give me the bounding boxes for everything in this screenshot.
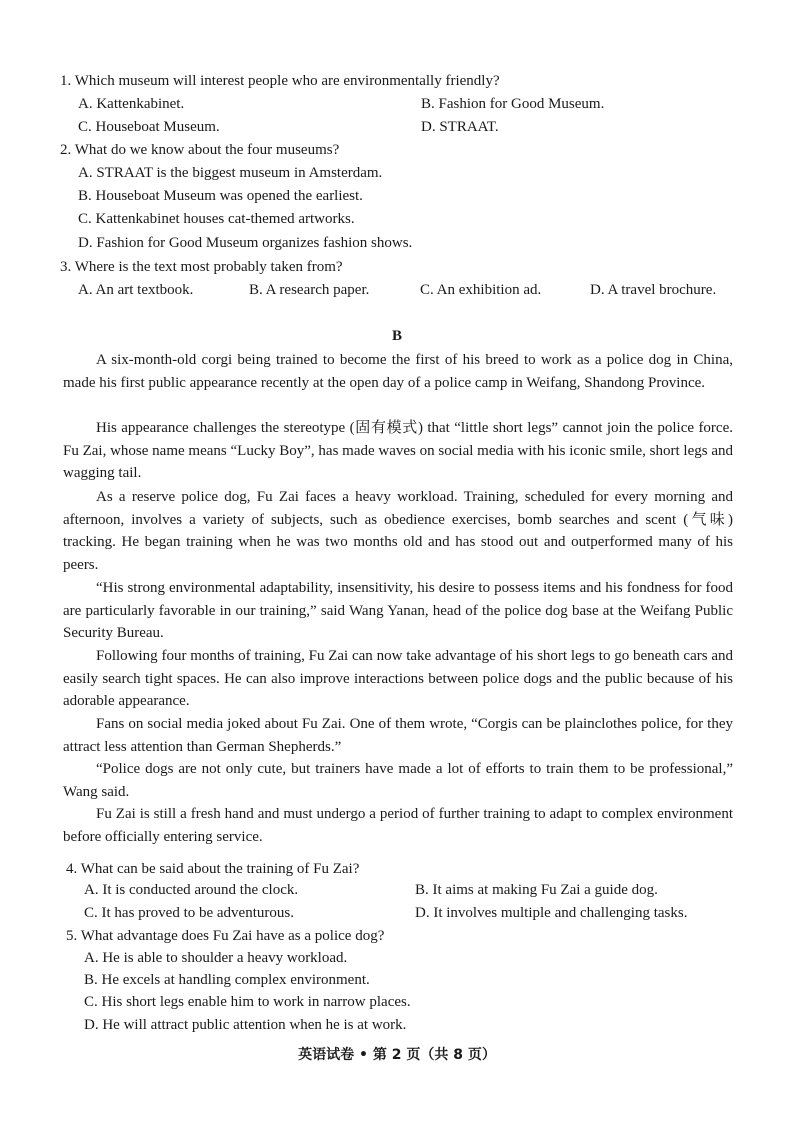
passage-paragraph-3: As a reserve police dog, Fu Zai faces a heavy workload. Training, scheduled for every morning and afternoon, involves a variety of subjects, such as obedience exercises, bomb searches and scent (气味) tracking. He began training when he was two months old and has stood out and outperformed many of his peers. [63, 489, 733, 574]
question-1-stem: 1. Which museum will interest people who are environmentally friendly? [60, 73, 500, 89]
question-3-option-a: A. An art textbook. [78, 282, 194, 298]
question-1-option-b: B. Fashion for Good Museum. [421, 96, 605, 112]
passage-paragraph-2: His appearance challenges the stereotype (固有模式) that “little short legs” cannot join the police force. Fu Zai, whose name means “Lucky Boy”, has made waves on social media with his iconic smile, short legs and wagging tail. [63, 420, 733, 482]
question-4-option-a: A. It is conducted around the clock. [84, 882, 299, 898]
question-4-stem: 4. What can be said about the training of Fu Zai? [66, 861, 360, 877]
question-5-option-d: D. He will attract public attention when he is at work. [84, 1017, 407, 1033]
question-2-option-b: B. Houseboat Museum was opened the earliest. [78, 188, 363, 204]
question-2-stem: 2. What do we know about the four museums? [60, 142, 340, 158]
question-3-option-b: B. A research paper. [249, 282, 370, 298]
question-1-option-d: D. STRAAT. [421, 119, 499, 135]
passage-paragraph-4: “His strong environmental adaptability, insensitivity, his desire to possess items and his fondness for food are particularly favorable in our training,” said Wang Yanan, head of the police dog base at the Weifang Public Security Bureau. [63, 580, 733, 642]
passage-paragraph-7: “Police dogs are not only cute, but trainers have made a lot of efforts to train them to be professional,” Wang said. [63, 761, 733, 800]
question-4-option-b: B. It aims at making Fu Zai a guide dog. [415, 882, 658, 898]
question-4-option-d: D. It involves multiple and challenging tasks. [415, 905, 688, 921]
passage-paragraph-6: Fans on social media joked about Fu Zai. One of them wrote, “Corgis can be plainclothes police, for they attract less attention than German Shepherds.” [63, 716, 733, 755]
question-5-option-c: C. His short legs enable him to work in narrow places. [84, 994, 411, 1010]
question-1-option-c: C. Houseboat Museum. [78, 119, 220, 135]
question-5-stem: 5. What advantage does Fu Zai have as a police dog? [66, 928, 385, 944]
question-5-option-a: A. He is able to shoulder a heavy workload. [84, 950, 348, 966]
question-2-option-d: D. Fashion for Good Museum organizes fashion shows. [78, 235, 413, 251]
question-2-option-c: C. Kattenkabinet houses cat-themed artworks. [78, 211, 355, 227]
section-heading: B [391, 328, 402, 344]
question-3-option-c: C. An exhibition ad. [420, 282, 542, 298]
question-5-option-b: B. He excels at handling complex environment. [84, 972, 370, 988]
question-3-option-d: D. A travel brochure. [590, 282, 717, 298]
question-1-option-a: A. Kattenkabinet. [78, 96, 185, 112]
passage-paragraph-5: Following four months of training, Fu Zai can now take advantage of his short legs to go beneath cars and easily search tight spaces. He can also improve interactions between police dogs and the public because of his adorable appearance. [63, 648, 733, 710]
page-footer: 英语试卷 • 第 2 页（共 8 页） [298, 1047, 496, 1063]
passage-paragraph-1: A six-month-old corgi being trained to become the first of his breed to work as a police dog in China, made his first public appearance recently at the open day of a police camp in Weifang, Shandong Province. [63, 352, 733, 391]
passage-paragraph-8: Fu Zai is still a fresh hand and must undergo a period of further training to adapt to complex environment before officially entering service. [63, 806, 733, 845]
question-4-option-c: C. It has proved to be adventurous. [84, 905, 294, 921]
question-2-option-a: A. STRAAT is the biggest museum in Amsterdam. [78, 165, 383, 181]
question-3-stem: 3. Where is the text most probably taken from? [60, 259, 343, 275]
